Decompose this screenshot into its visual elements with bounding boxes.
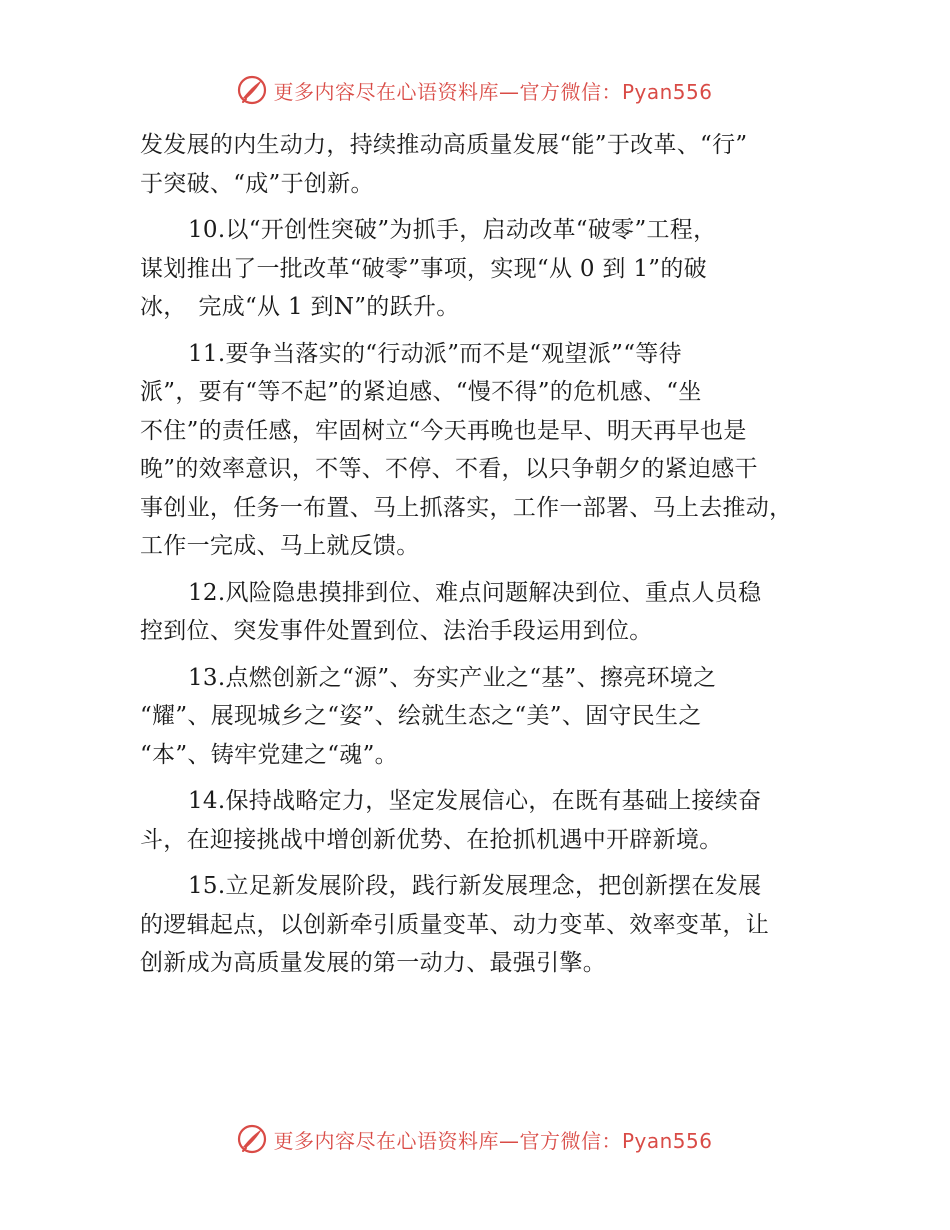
text-line: 11.要争当落实的“行动派”而不是“观望派”“等待 [188,340,682,367]
paragraph-item-13 [140,659,820,775]
text-line: 15.立足新发展阶段，践行新发展理念，把创新摆在发展 [188,873,762,899]
text-line: 12.风险隐患摸排到位、难点问题解决到位、重点人员稳 [188,579,762,606]
text-line: 控到位、突发事件处置到位、法治手段运用到位。 [140,618,653,644]
paragraph-item-12 [140,574,820,651]
text-line: “耀”、展现城乡之“姿”、绘就生态之“美”、固守民生之 [140,703,702,729]
text-line: 不住”的责任感，牢固树立“今天再晚也是早、明天再早也是 [140,417,747,444]
text-line: 冰， 完成“从 1 到N”的跃升。 [140,294,460,320]
quill-logo-icon [237,75,267,105]
text-line: 派”，要有“等不起”的紧迫感、“慢不得”的危机感、“坐 [140,379,702,405]
header-watermark [0,70,950,110]
text-line: 创新成为高质量发展的第一动力、最强引擎。 [140,950,606,976]
footer-watermark [0,1119,950,1159]
text-line: 斗，在迎接挑战中增创新优势、在抢抓机遇中开辟新境。 [140,826,723,853]
header-watermark-text: 更多内容尽在心语资料库—官方微信：Pyan556 [273,79,713,104]
text-line: 的逻辑起点，以创新牵引质量变革、动力变革、效率变革，让 [140,911,770,938]
quill-logo-icon [237,1124,267,1154]
text-line: 10.以“开创性突破”为抓手，启动改革“破零”工程， [188,217,717,243]
text-line: “本”、铸牢党建之“魂”。 [140,741,398,768]
paragraph-continuation [140,126,820,203]
text-line: 13.点燃创新之“源”、夯实产业之“基”、擦亮环境之 [188,664,717,691]
paragraph-item-11 [140,335,820,566]
text-line: 工作一完成、马上就反馈。 [140,533,420,559]
paragraph-item-10 [140,211,820,327]
text-line: 14.保持战略定力，坚定发展信心，在既有基础上接续奋 [188,788,762,814]
text-line: 谋划推出了一批改革“破零”事项，实现“从 0 到 1”的破 [140,255,707,282]
text-line: 晚”的效率意识，不等、不停、不看，以只争朝夕的紧迫感干 [140,456,758,482]
text-line: 事创业，任务一布置、马上抓落实，工作一部署、马上去推动， [140,494,793,521]
paragraph-item-14 [140,782,820,859]
text-line: 发发展的内生动力，持续推动高质量发展“能”于改革、“行” [140,132,748,158]
document-body [140,126,820,991]
footer-watermark-text: 更多内容尽在心语资料库—官方微信：Pyan556 [273,1128,713,1153]
paragraph-item-15 [140,867,820,983]
text-line: 于突破、“成”于创新。 [140,170,374,197]
